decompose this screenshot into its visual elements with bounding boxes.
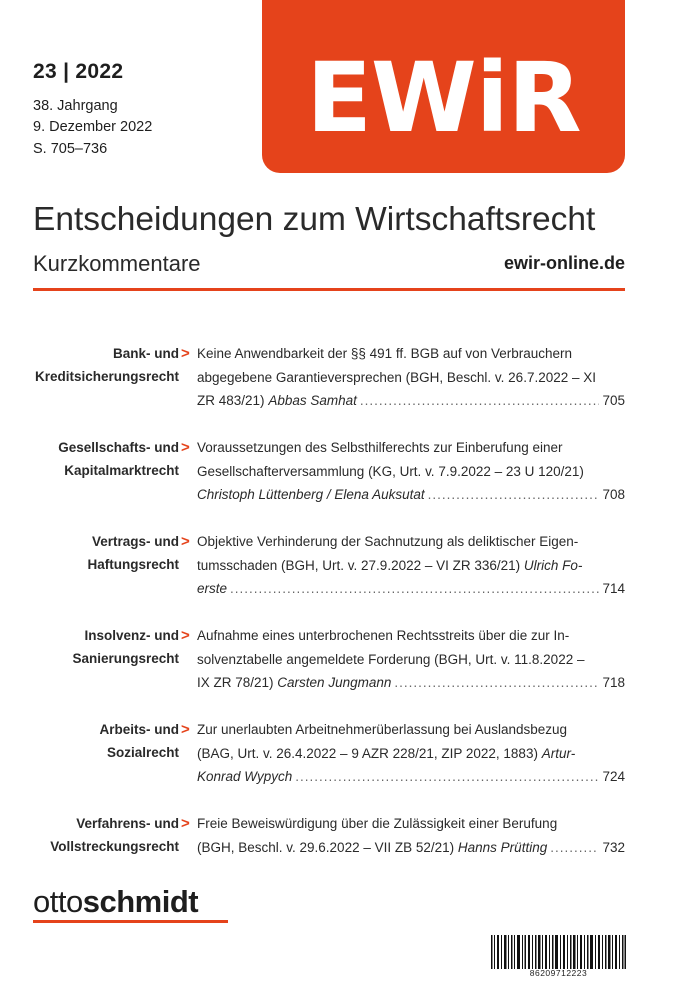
toc-category: Arbeits- und Sozialrecht [99,722,179,760]
toc-page: 732 [602,839,625,855]
toc-category: Verfahrens- und Vollstreckungsrecht [50,816,179,854]
toc-page: 718 [602,675,625,690]
barcode-number: 86209712223 [529,968,588,978]
toc-author: Christoph Lüttenberg / Elena Auksutat [197,487,425,502]
website-link[interactable]: ewir-online.de [503,253,625,273]
toc-text: Objektive Verhinderung der Sachnutzung als deliktischer Eigen- tumsschaden (BGH, Urt. v. 27.9.2022 – VI ZR 336/21) Ulrich Fo- erste ..... 714 [197,530,625,601]
publisher-logo: ottoschmidt [33,884,199,919]
arrow-icon: > [181,439,190,456]
publisher-underline [33,920,228,923]
toc-page: 708 [602,487,625,502]
toc-category: Vertrags- und Haftungsrecht [87,534,179,572]
barcode-icon [491,935,626,969]
toc-author: Carsten Jungmann [277,675,392,690]
ewir-logo [262,0,625,173]
arrow-icon: > [181,721,190,738]
toc-text: Voraussetzungen des Selbsthilferechts zur Einberufung einer Gesellschafterversammlung (KG, Urt. v. 7.9.2022 – 23 U 120/21) Christoph Lüttenberg / Elena Auksutat ..... 708 [197,436,625,507]
toc-category: Insolvenz- und Sanierungsrecht [72,628,179,666]
journal-subtitle: Kurzkommentare [33,251,201,276]
toc-author: Abbas Samhat [268,393,357,408]
toc-page: 724 [602,769,625,784]
title-divider [33,288,625,291]
toc-author: Hanns Prütting [457,839,548,855]
toc-author: Konrad Wypych [197,769,293,784]
journal-title: Entscheidungen zum Wirtschaftsrecht [33,201,596,238]
arrow-icon: > [181,627,190,644]
toc-text: Zur unerlaubten Arbeitnehmerüberlassung bei Auslandsbezug (BAG, Urt. v. 26.4.2022 – 9 AZR 228/21, ZIP 2022, 1883) Artur- Konrad Wypych ..... 724 [197,718,625,789]
toc-page: 714 [602,581,625,596]
toc-text: Freie Beweiswürdigung über die Zulässigkeit einer Berufung (BGH, Beschl. v. 29.6.2022 – VII ZB 52/21) Hanns Prütting ..... 732 [197,812,625,859]
arrow-icon: > [181,345,190,362]
toc-text: Aufnahme eines unterbrochenen Rechtsstreits über die zur In- solvenztabelle angemeldete Forderung (BGH, Urt. v. 11.8.2022 – IX ZR 78/21) Carsten Jungmann ..... 718 [197,624,625,695]
issue-date: 9. Dezember 2022 [33,119,153,135]
issue-number: 23 | 2022 [33,60,124,83]
toc-category: Gesellschafts- und Kapitalmarktrecht [58,440,179,478]
toc-text: Keine Anwendbarkeit der §§ 491 ff. BGB auf von Verbrauchern abgegebene Garantieversprechen (BGH, Beschl. v. 26.7.2022 – XI ZR 483/21) Abbas Samhat ..... 705 [197,342,625,413]
issue-volume: 38. Jahrgang [33,98,118,114]
toc-page: 705 [602,393,625,408]
arrow-icon: > [181,533,190,550]
toc-category: Bank- und Kreditsicherungsrecht [34,346,179,384]
logo-text: EWiR [306,42,581,154]
issue-pages: S. 705–736 [33,141,108,157]
arrow-icon: > [181,815,190,832]
toc-author: erste [197,581,228,596]
